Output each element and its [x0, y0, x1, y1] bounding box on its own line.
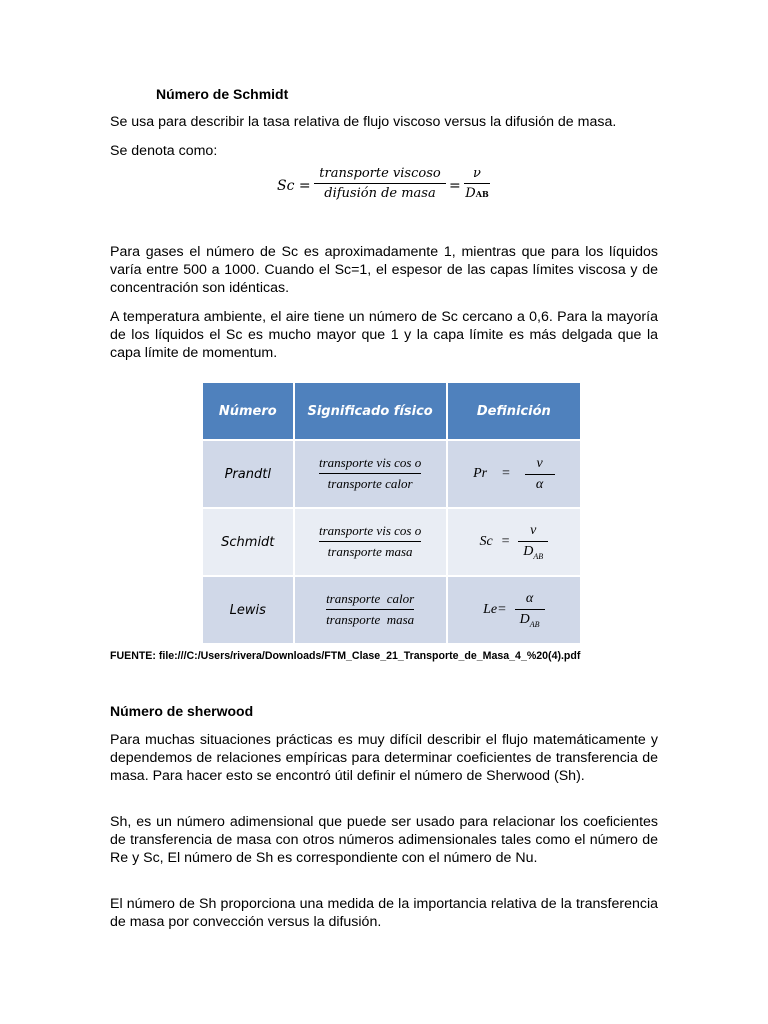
sherwood-paragraph-2: Sh, es un número adimensional que puede ser usado para relacionar los coeficientes de transferencia de masa con otros números adimensionales tales como el número de Re y Sc, El número de Sh es correspondiente con el número de Nu.	[110, 814, 658, 867]
definition-symbol: Le	[483, 601, 498, 617]
meaning-numerator: transporte vis cos o	[319, 455, 422, 470]
definition-equals: =	[497, 601, 507, 617]
equation-denominator: difusión de masa	[324, 186, 436, 201]
row-definition	[447, 508, 580, 576]
definition-numerator: ν	[536, 455, 543, 471]
row-meaning	[294, 508, 447, 576]
meaning-denominator: transporte masa	[326, 612, 415, 627]
table-row	[203, 576, 580, 643]
meaning-numerator: transporte calor	[326, 591, 415, 606]
row-name: Lewis	[203, 576, 294, 643]
table-header-definicion: Definición	[447, 383, 580, 440]
definition-numerator: α	[525, 591, 534, 607]
sherwood-paragraph-3: El número de Sh proporciona una medida de la importancia relativa de la transferencia de masa por convección versus la difusión.	[110, 896, 658, 931]
table-row	[203, 440, 580, 508]
dimensionless-numbers-table	[203, 383, 580, 643]
definition-numerator: ν	[530, 523, 537, 539]
schmidt-equation	[274, 166, 504, 212]
schmidt-paragraph-air: A temperatura ambiente, el aire tiene un número de Sc cercano a 0,6. Para la mayoría de los líquidos el Sc es mucho mayor que 1 y la capa límite es más delgada que la capa límite de momentum.	[110, 309, 658, 362]
meaning-numerator: transporte vis cos o	[319, 523, 422, 538]
row-meaning	[294, 440, 447, 508]
definition-denominator: α	[535, 476, 544, 492]
row-meaning	[294, 576, 447, 643]
equation-lhs: Sc =	[277, 178, 311, 194]
equation-fraction	[314, 166, 446, 201]
equation-right-numerator: ν	[473, 166, 481, 181]
definition-symbol: Pr	[473, 466, 488, 481]
table-row	[203, 508, 580, 576]
meaning-denominator: transporte calor	[327, 476, 413, 491]
source-citation: FUENTE: file:///C:/Users/rivera/Downloads/FTM_Clase_21_Transporte_de_Masa_4_%20(4).pdf	[110, 650, 581, 662]
meaning-denominator: transporte masa	[327, 544, 413, 559]
sherwood-heading: Número de sherwood	[110, 703, 254, 719]
schmidt-heading: Número de Schmidt	[156, 86, 289, 102]
sherwood-paragraph-1: Para muchas situaciones prácticas es muy difícil describir el flujo matemáticamente y dependemos de relaciones empíricas para determinar coeficientes de transferencia de masa. Para hacer esto se encontró útil definir el número de Sherwood (Sh).	[110, 732, 658, 785]
equation-right-denominator: D	[465, 186, 476, 201]
definition-denominator: D	[523, 544, 534, 560]
row-name: Prandtl	[203, 440, 294, 508]
equation-equals: =	[449, 178, 461, 194]
equation-right-fraction	[464, 166, 490, 201]
row-name: Schmidt	[203, 508, 294, 576]
table-header-numero: Número	[203, 383, 294, 440]
schmidt-denotation: Se denota como:	[110, 143, 218, 159]
table-header-significado: Significado físico	[294, 383, 447, 440]
definition-denominator: D	[519, 612, 530, 628]
definition-subscript: AB	[533, 551, 544, 561]
definition-symbol: Sc	[479, 533, 493, 549]
definition-equals: =	[500, 533, 511, 549]
equation-numerator: transporte viscoso	[319, 166, 441, 181]
row-definition	[447, 576, 580, 643]
definition-subscript: AB	[529, 619, 540, 629]
row-definition	[447, 440, 580, 508]
schmidt-paragraph-gases: Para gases el número de Sc es aproximadamente 1, mientras que para los líquidos varía entre 500 a 1000. Cuando el Sc=1, el espesor de las capas límites viscosa y de concentración son idénticas.	[110, 244, 658, 297]
equation-right-subscript: AB	[475, 189, 489, 199]
schmidt-intro: Se usa para describir la tasa relativa de flujo viscoso versus la difusión de masa.	[110, 114, 617, 130]
definition-equals: =	[501, 466, 511, 481]
